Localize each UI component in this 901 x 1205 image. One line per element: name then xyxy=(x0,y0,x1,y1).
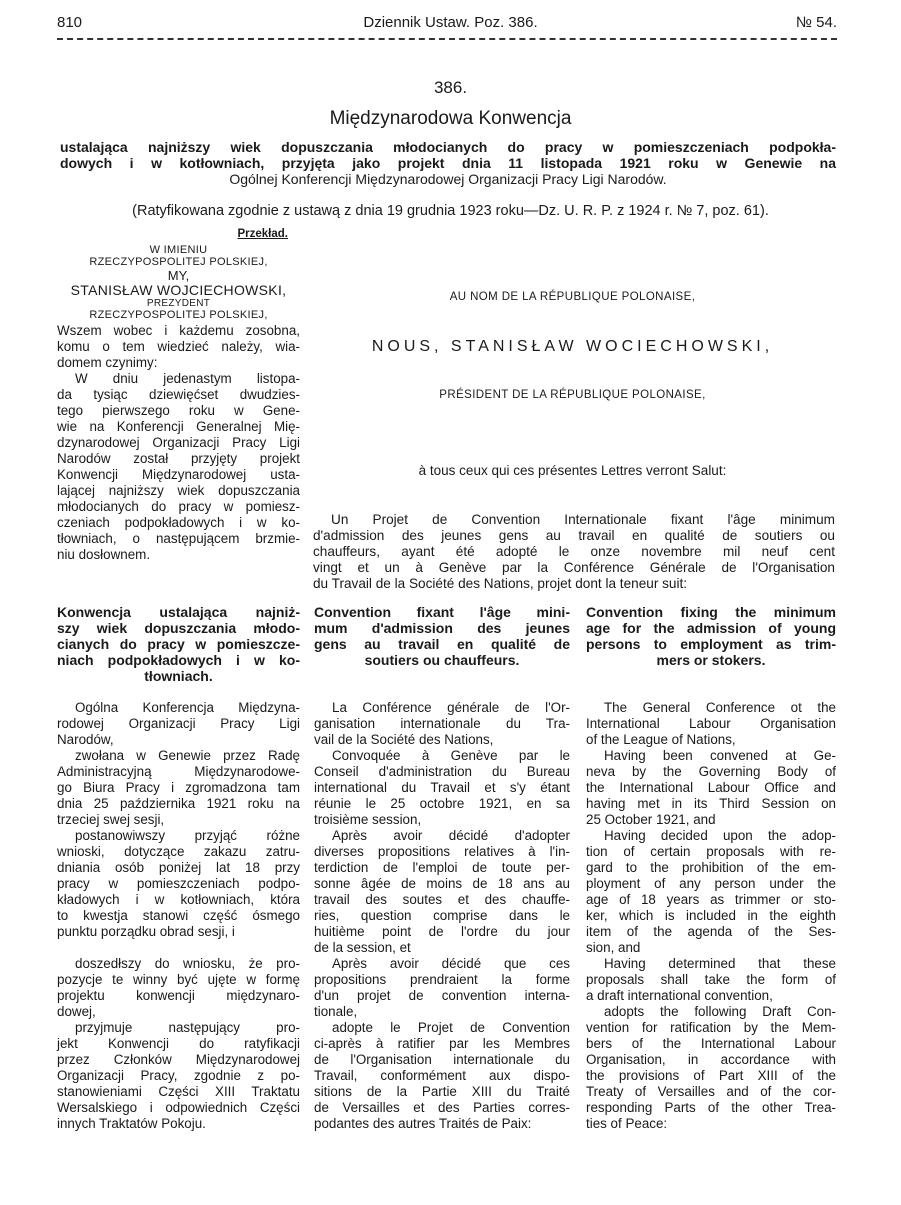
we: MY, xyxy=(167,268,190,283)
french-greeting: à tous ceux qui ces présentes Lettres verront Salut: xyxy=(418,463,727,478)
text-line: Administracyjną Międzynarodowe- xyxy=(57,764,300,779)
paragraph xyxy=(314,748,570,828)
text-line: de Versailles et des Parties corres- xyxy=(314,1100,570,1115)
paragraph xyxy=(57,1020,300,1132)
text-line: ployment of any person under the xyxy=(586,876,836,891)
header-rule xyxy=(57,38,837,40)
text-line: ganisation internationale du Tra- xyxy=(314,716,570,731)
text-line: czeniach podpokładowych i w ko- xyxy=(57,515,300,530)
text-line: neva by the Governing Body of xyxy=(586,764,836,779)
text-line: przez Członków Międzynarodowej xyxy=(57,1052,300,1067)
subtitle-line: ustalająca najniższy wiek dopuszczania młodocianych do pracy w pomieszczeniach podpokła- xyxy=(60,139,836,155)
document-number: 386. xyxy=(433,78,468,97)
text-line: responding Parts of the other Trea- xyxy=(586,1100,836,1115)
polish-column xyxy=(57,604,300,1131)
text-line: a draft international convention, xyxy=(586,988,773,1003)
french-in-name: AU NOM DE LA RÉPUBLIQUE POLONAISE, xyxy=(449,291,696,303)
text-line: Konwencji Międzynarodowej usta- xyxy=(57,467,300,482)
text-line: W dniu jedenastym listopa- xyxy=(75,371,300,386)
text-line: travail des soutes et des chauffe- xyxy=(314,892,570,907)
in-name: W IMIENIU xyxy=(149,244,208,256)
text-line: Having decided upon the adop- xyxy=(604,828,836,843)
text-line: proposals shall take the form of xyxy=(586,972,836,987)
running-title: Dziennik Ustaw. Poz. 386. xyxy=(363,14,538,31)
text-line: stanowieniami Części XIII Traktatu xyxy=(57,1084,300,1099)
text-line: projektu konwencji międzynaro- xyxy=(57,988,300,1003)
text-line: Ogólna Konferencja Międzyna- xyxy=(75,700,300,715)
republic: RZECZYPOSPOLITEJ POLSKIEJ, xyxy=(89,309,268,321)
text-line: postanowiwszy przyjąć różne xyxy=(75,828,300,843)
paragraph xyxy=(57,828,300,940)
paragraph xyxy=(586,1004,836,1132)
text-line: de la session, et xyxy=(314,940,411,955)
text-line: pozycje te winny być ujęte w formę xyxy=(57,972,300,987)
text-line: item of the agenda of the Ses- xyxy=(586,924,836,939)
heading-line: gens au travail en qualité de xyxy=(314,636,570,652)
text-line: the provisions of Part XIII of the xyxy=(586,1068,836,1083)
text-line: pracy w pomieszczeniach podpo- xyxy=(57,876,300,891)
text-line: Convoquée à Genève par le xyxy=(332,748,570,763)
text-line: international du Travail et s'y étant xyxy=(314,780,570,795)
french-preamble-paragraph xyxy=(313,512,835,592)
text-line: sonne âgée de moins de 18 ans au xyxy=(314,876,570,891)
text-line: de l'Organisation internationale du xyxy=(314,1052,570,1067)
text-line: Après avoir décidé d'adopter xyxy=(332,828,570,843)
text-line: du Travail de la Société des Nations, projet dont la teneur suit: xyxy=(313,576,688,591)
text-line: komu o tem wiedzieć należy, wia- xyxy=(57,339,300,354)
text-line: jekt Konwencji do ratyfikacji xyxy=(57,1036,300,1051)
text-line: vingt et un à Genève par la Conférence Générale de l'Organisation xyxy=(313,560,835,575)
text-line: lającej najniższy wiek dopuszczania xyxy=(57,483,300,498)
text-line: dnia 25 października 1921 roku na xyxy=(57,796,300,811)
text-line: kładowych i w kotłowniach, która xyxy=(57,892,300,907)
paragraph xyxy=(586,748,836,828)
page-number: 810 xyxy=(57,14,83,31)
french-president-title: PRÉSIDENT DE LA RÉPUBLIQUE POLONAISE, xyxy=(439,389,706,401)
text-line: podantes des autres Traités de Paix: xyxy=(314,1116,532,1131)
text-line: vention for ratification by the Mem- xyxy=(586,1020,836,1035)
heading-line: Convention fixing the minimum xyxy=(586,604,836,620)
heading-line: persons to employment as trim- xyxy=(586,636,836,652)
paragraph xyxy=(313,512,835,592)
text-line: diverses propositions relatives à l'in- xyxy=(314,844,570,859)
text-line: Narodów został przyjęty projekt xyxy=(57,451,300,466)
text-line: dowej, xyxy=(57,1004,96,1019)
text-line: innych Traktatów Pokoju. xyxy=(57,1116,206,1131)
paragraph xyxy=(314,1020,570,1132)
heading-line: Konwencja ustalająca najniż- xyxy=(57,604,300,620)
text-line: to kwestja stanowi część ósmego xyxy=(57,908,300,923)
text-line: rodowej Organizacji Pracy Ligi xyxy=(57,716,300,731)
heading-line: mers or stokers. xyxy=(656,652,766,668)
paragraph xyxy=(586,956,836,1004)
text-line: Wersalskiego i odpowiednich Części xyxy=(57,1100,300,1115)
paragraph xyxy=(57,956,300,1020)
text-line: huitième point de l'ordre du jour xyxy=(314,924,570,939)
text-line: International Labour Organisation xyxy=(586,716,836,731)
text-line: niu dosłownem. xyxy=(57,547,151,562)
french-president-name: NOUS, STANISŁAW WOCIECHOWSKI, xyxy=(371,338,774,355)
text-line: tion of certain proposals with re- xyxy=(586,844,836,859)
french-column xyxy=(314,604,570,1131)
text-line: da tysiąc dziewięćset dwudzies- xyxy=(57,387,300,402)
text-line: chauffeurs, ayant été adopté le onze novembre mil neuf cent xyxy=(313,544,835,559)
column-heading xyxy=(586,604,836,668)
column-heading xyxy=(57,604,300,684)
text-line: d'admission des jeunes gens au travail en qualité de soutiers ou xyxy=(313,528,835,543)
text-line: sion, and xyxy=(586,940,641,955)
text-line: gard to the prohibition of the em- xyxy=(586,860,836,875)
text-line: having met in its Third Session on xyxy=(586,796,836,811)
text-line: domem czynimy: xyxy=(57,355,158,370)
polish-preamble xyxy=(57,228,300,563)
text-line: zwołana w Genewie przez Radę xyxy=(75,748,300,763)
text-line: wie na Konferencji Generalnej Mię- xyxy=(57,419,300,434)
text-line: punktu porządku obrad sesji, i xyxy=(57,924,235,939)
text-line: terdiction de l'emploi de toute per- xyxy=(314,860,570,875)
english-column xyxy=(586,604,836,1131)
text-line: tego pierwszego roku w Gene- xyxy=(57,403,300,418)
text-line: age of 18 years as trimmer or sto- xyxy=(586,892,836,907)
translation-label: Przekład. xyxy=(237,228,288,240)
text-line: vail de la Société des Nations, xyxy=(314,732,494,747)
text-line: adopts the following Draft Con- xyxy=(604,1004,836,1019)
text-line: adopte le Projet de Convention xyxy=(332,1020,570,1035)
text-line: The General Conference ot the xyxy=(604,700,836,715)
text-line: Après avoir décidé que ces xyxy=(332,956,570,971)
text-line: Narodów, xyxy=(57,732,114,747)
text-line: młodocianych do pracy w pomiesz- xyxy=(57,499,300,514)
text-line: of the League of Nations, xyxy=(586,732,736,747)
text-line: trzeciej swej sesji, xyxy=(57,812,165,827)
text-line: Having determined that these xyxy=(604,956,836,971)
president-name: STANISŁAW WOJCIECHOWSKI, xyxy=(70,282,287,298)
document-title: Międzynarodowa Konwencja xyxy=(329,108,572,129)
heading-line: soutiers ou chauffeurs. xyxy=(364,652,520,668)
republic: RZECZYPOSPOLITEJ POLSKIEJ, xyxy=(89,256,268,268)
subtitle-line: dowych i w kotłowniach, przyjęta jako projekt dnia 11 listopada 1921 roku w Genewie na xyxy=(60,155,836,171)
heading-line: Convention fixant l'âge mini- xyxy=(314,604,570,620)
paragraph xyxy=(57,323,300,371)
text-line: tionale, xyxy=(314,1004,358,1019)
heading-line: niach podpokładowych i w ko- xyxy=(57,652,300,668)
text-line: Wszem wobec i każdemu zosobna, xyxy=(57,323,300,338)
text-line: La Conférence générale de l'Or- xyxy=(332,700,570,715)
text-line: Organisation, in accordance with xyxy=(586,1052,836,1067)
heading-line: tłowniach. xyxy=(144,668,213,684)
text-line: Travail, conformément aux dispo- xyxy=(314,1068,570,1083)
heading-line: age for the admission of young xyxy=(586,620,836,636)
text-line: réunie le 25 octobre 1921, en sa xyxy=(314,796,570,811)
text-line: ci-après à ratifier par les Membres xyxy=(314,1036,570,1051)
text-line: Having been convened at Ge- xyxy=(604,748,836,763)
paragraph xyxy=(586,828,836,956)
text-line: go Biura Pracy i zgromadzona tam xyxy=(57,780,300,795)
paragraph xyxy=(314,700,570,748)
text-line: Conseil d'administration du Bureau xyxy=(314,764,570,779)
text-line: troisième session, xyxy=(314,812,422,827)
paragraph xyxy=(57,371,300,563)
paragraph xyxy=(314,828,570,956)
text-line: 25 October 1921, and xyxy=(586,812,716,827)
text-line: dniania osób poniżej lat 18 przy xyxy=(57,860,300,875)
text-line: the International Labour Office and xyxy=(586,780,836,795)
president-title: PREZYDENT xyxy=(146,298,211,309)
text-line: tłowniach, o następującem brzmie- xyxy=(57,531,300,546)
text-line: Treaty of Versailles and of the cor- xyxy=(586,1084,836,1099)
column-heading xyxy=(314,604,570,668)
text-line: sitions de la Partie XIII du Traité xyxy=(314,1084,570,1099)
heading-line: szy wiek dopuszczania młodo- xyxy=(57,620,300,636)
ratification-note: (Ratyfikowana zgodnie z ustawą z dnia 19 grudnia 1923 roku—Dz. U. R. P. z 1924 r. № 7, poz. 61). xyxy=(132,203,769,219)
text-line: ker, which is included in the eighth xyxy=(586,908,836,923)
paragraph xyxy=(314,956,570,1020)
paragraph xyxy=(57,700,300,748)
text-line: Un Projet de Convention Internationale fixant l'âge minimum xyxy=(331,512,835,527)
paragraph xyxy=(586,700,836,748)
text-line: Organizacji Pracy, zgodnie z po- xyxy=(57,1068,300,1083)
text-line: dzynarodowej Organizacji Pracy Ligi xyxy=(57,435,300,450)
document-subtitle xyxy=(60,139,836,187)
text-line: bers of the International Labour xyxy=(586,1036,836,1051)
issue-number: № 54. xyxy=(795,14,837,31)
text-line: propositions prendraient la forme xyxy=(314,972,570,987)
subtitle-line: Ogólnej Konferencji Międzynarodowej Organizacji Pracy Ligi Narodów. xyxy=(229,171,667,187)
text-line: ries, question comprise dans le xyxy=(314,908,570,923)
text-line: przyjmuje następujący pro- xyxy=(75,1020,300,1035)
text-line: wnioski, dotyczące zakazu zatru- xyxy=(57,844,300,859)
paragraph xyxy=(57,748,300,828)
text-line: d'un projet de convention interna- xyxy=(314,988,570,1003)
text-line: ties of Peace: xyxy=(586,1116,668,1131)
heading-line: mum d'admission des jeunes xyxy=(314,620,570,636)
heading-line: cianych do pracy w pomieszcze- xyxy=(57,636,300,652)
text-line: doszedłszy do wniosku, że pro- xyxy=(75,956,300,971)
